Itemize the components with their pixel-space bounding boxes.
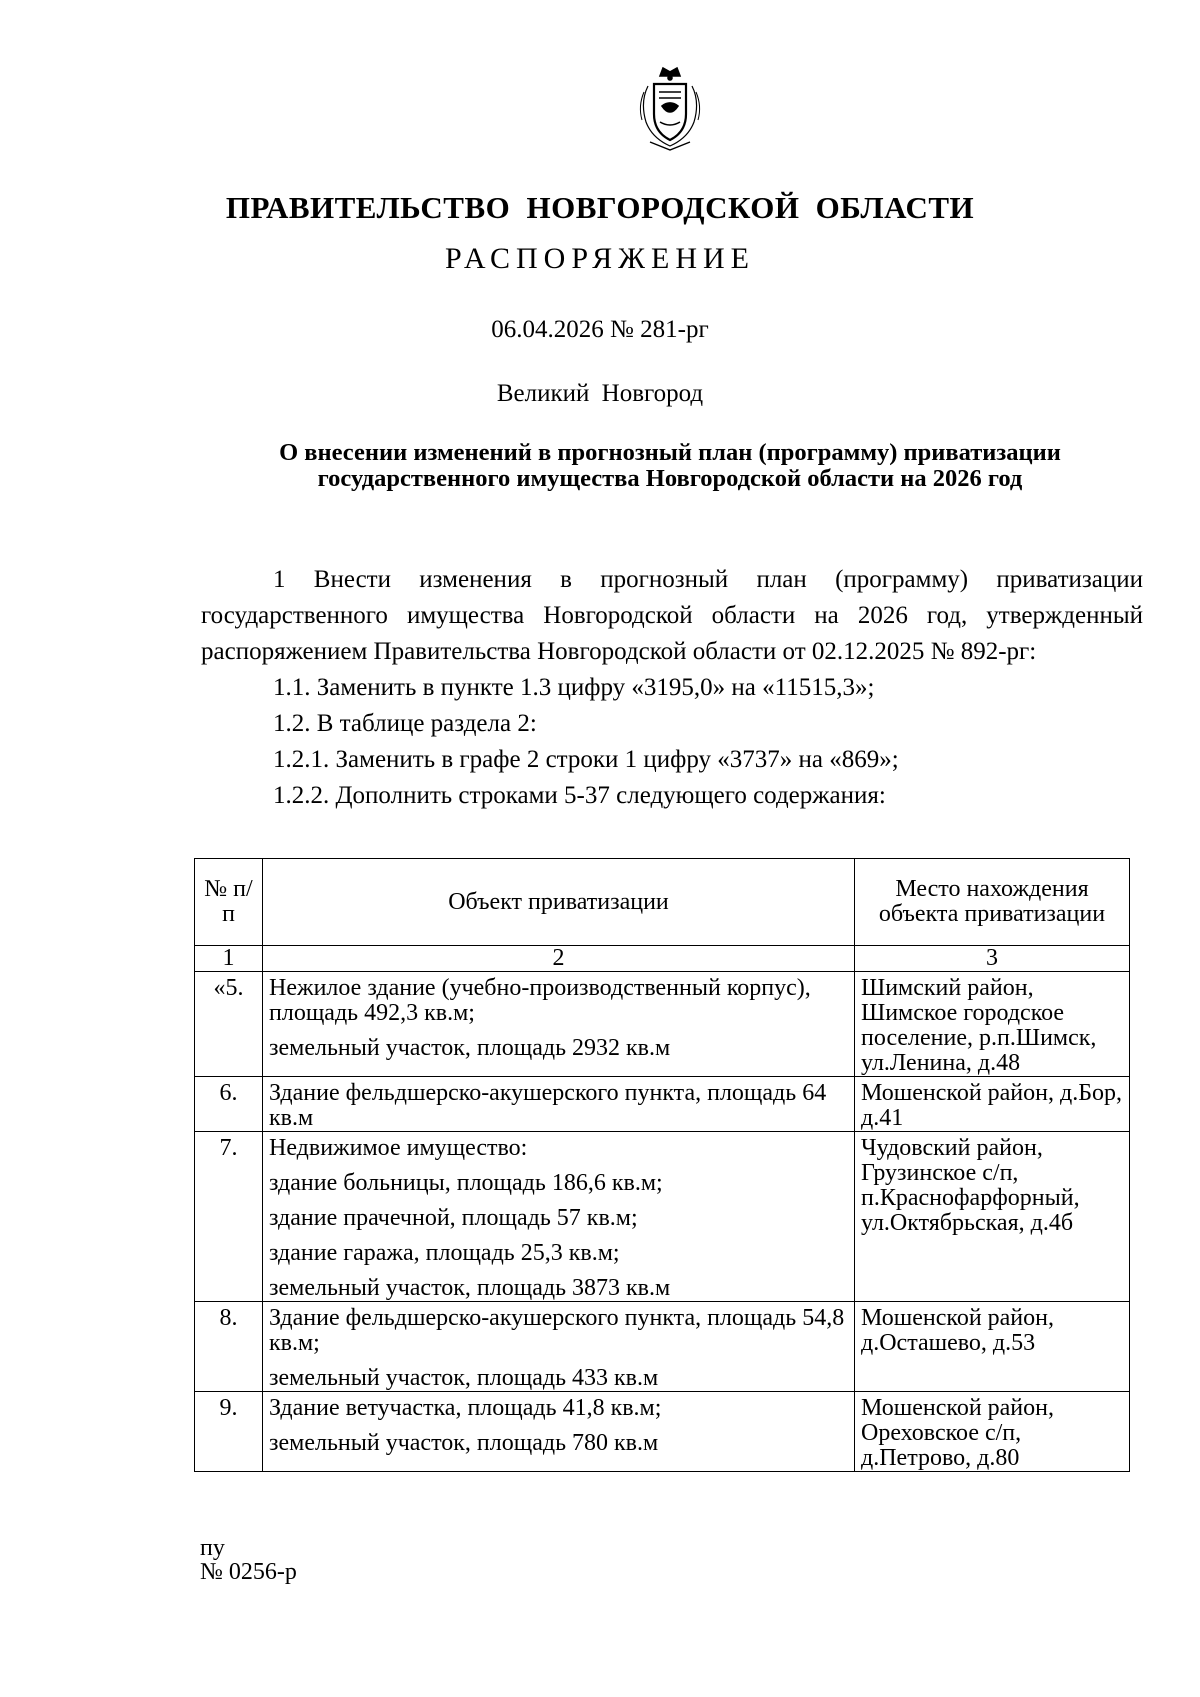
row-objects <box>263 1302 855 1392</box>
privatization-objects-table <box>194 858 1130 1472</box>
column-number: 3 <box>855 946 1130 972</box>
table-row <box>195 1302 1130 1392</box>
header-object-label: Объект приватизации <box>448 888 669 915</box>
object-line: земельный участок, площадь 3873 кв.м <box>269 1275 671 1301</box>
object-line: Здание фельдшерско-акушерского пункта, площадь 54,8 кв.м; <box>269 1305 845 1356</box>
header-location <box>855 859 1130 946</box>
row-number: 8. <box>195 1302 263 1392</box>
row-location: Мошенской район, Ореховское с/п, д.Петрово, д.80 <box>855 1392 1130 1472</box>
table-row <box>195 972 1130 1077</box>
coat-of-arms-emblem <box>630 62 710 152</box>
row-objects <box>263 1077 855 1132</box>
document-type: РАСПОРЯЖЕНИЕ <box>444 242 756 275</box>
header-object <box>263 859 855 946</box>
row-location: Шимский район, Шимское городское поселение, р.п.Шимск, ул.Ленина, д.48 <box>855 972 1130 1077</box>
row-objects <box>263 1132 855 1302</box>
column-number: 1 <box>195 946 263 972</box>
row-number: «5. <box>195 972 263 1077</box>
row-objects <box>263 1392 855 1472</box>
row-location: Чудовский район, Грузинское с/п, п.Краснофарфорный, ул.Октябрьская, д.4б <box>855 1132 1130 1302</box>
footer-code: пу <box>200 1535 225 1561</box>
footer-registration <box>200 1536 297 1584</box>
row-location: Мошенской район, д.Осташево, д.53 <box>855 1302 1130 1392</box>
object-line: здание прачечной, площадь 57 кв.м; <box>269 1205 638 1231</box>
row-objects <box>263 972 855 1077</box>
object-line: Здание ветучастка, площадь 41,8 кв.м; <box>269 1395 662 1421</box>
object-line: земельный участок, площадь 433 кв.м <box>269 1365 659 1391</box>
document-subject <box>200 440 1140 492</box>
document-date-number: 06.04.2026 № 281-рг <box>491 316 709 343</box>
item-1-2-1: 1.2.1. Заменить в графе 2 строки 1 цифру «3737» на «869»; <box>273 746 899 773</box>
table-row <box>195 1077 1130 1132</box>
footer-number: № 0256-р <box>200 1559 297 1585</box>
object-line: Здание фельдшерско-акушерского пункта, площадь 64 кв.м <box>269 1080 827 1131</box>
table-row <box>195 1392 1130 1472</box>
document-body <box>201 562 1143 814</box>
paragraph-1: 1 Внести изменения в прогнозный план (программу) приватизации государственного имущества Новгородской области на 2026 год, утвержденный распоряжением Правительства Новгородской области от 02.12.2025 № 892-рг: <box>201 566 1143 665</box>
object-line: Недвижимое имущество: <box>269 1135 528 1161</box>
item-1-2-2: 1.2.2. Дополнить строками 5-37 следующего содержания: <box>273 782 886 809</box>
table-row <box>195 1132 1130 1302</box>
organization-title: ПРАВИТЕЛЬСТВО НОВГОРОДСКОЙ ОБЛАСТИ <box>225 190 975 225</box>
row-number: 9. <box>195 1392 263 1472</box>
item-1-2: 1.2. В таблице раздела 2: <box>273 710 537 737</box>
header-location-label: Место нахождения объекта приватизации <box>878 876 1106 927</box>
subject-line-2: государственного имущества Новгородской области на 2026 год <box>317 465 1023 492</box>
header-number-label: № п/п <box>204 876 253 927</box>
item-1-1: 1.1. Заменить в пункте 1.3 цифру «3195,0» на «11515,3»; <box>273 674 875 701</box>
row-location: Мошенской район, д.Бор, д.41 <box>855 1077 1130 1132</box>
object-line: Нежилое здание (учебно-производственный корпус), площадь 492,3 кв.м; <box>269 975 811 1026</box>
row-number: 7. <box>195 1132 263 1302</box>
column-numbers-row <box>195 946 1130 972</box>
city-name: Великий Новгород <box>496 380 704 407</box>
column-number: 2 <box>263 946 855 972</box>
object-line: здание гаража, площадь 25,3 кв.м; <box>269 1240 620 1266</box>
header-number <box>195 859 263 946</box>
object-line: земельный участок, площадь 780 кв.м <box>269 1430 659 1456</box>
object-line: земельный участок, площадь 2932 кв.м <box>269 1035 671 1061</box>
table-header-row <box>195 859 1130 946</box>
object-line: здание больницы, площадь 186,6 кв.м; <box>269 1170 663 1196</box>
row-number: 6. <box>195 1077 263 1132</box>
subject-line-1: О внесении изменений в прогнозный план (программу) приватизации <box>279 439 1061 466</box>
